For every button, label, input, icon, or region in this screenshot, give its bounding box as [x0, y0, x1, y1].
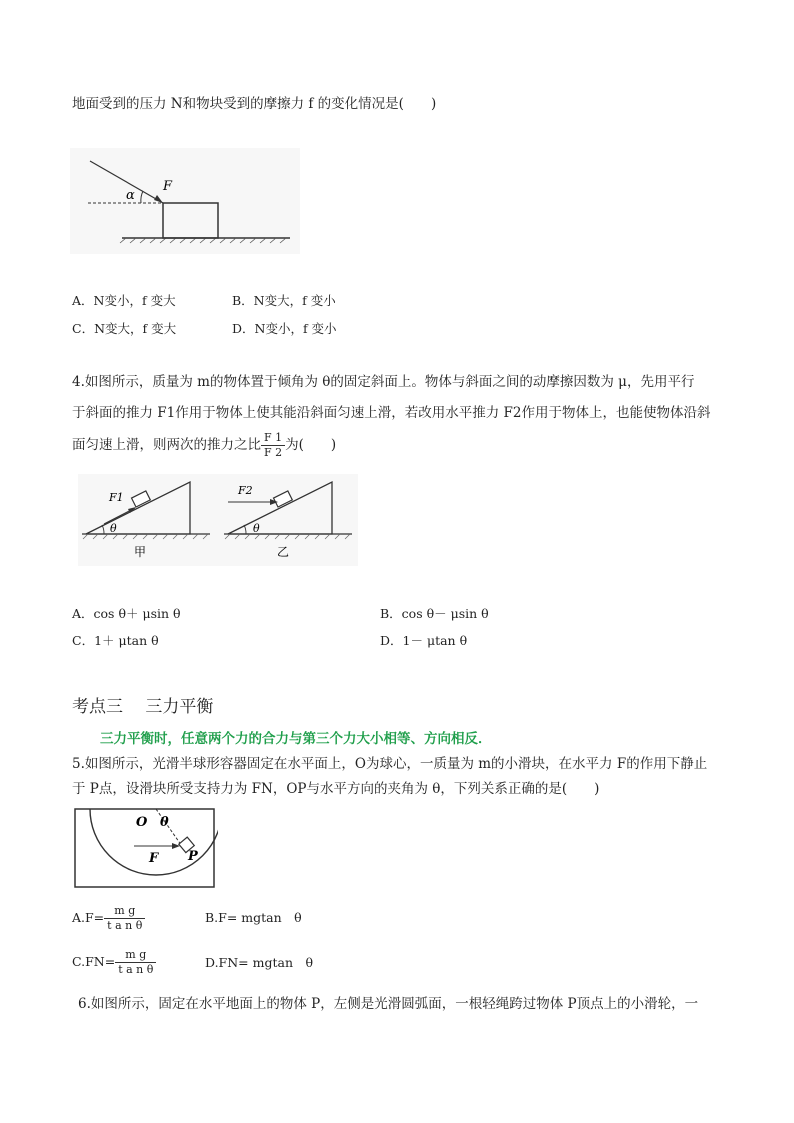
q5-label-f: F — [149, 851, 159, 866]
q4-line-2: 于斜面的推力 F1作用于物体上使其能沿斜面匀速上滑，若改用水平推力 F2作用于物体上，也能使物体沿斜 — [72, 405, 711, 421]
q3-option-a[interactable]: A．N变小，f 变大 — [72, 293, 176, 308]
q4-option-a[interactable]: A．cos θ＋ μsin θ — [72, 606, 181, 621]
q5-label-theta: θ — [160, 815, 169, 830]
q4-option-c[interactable]: C．1＋ μtan θ — [72, 633, 159, 648]
q4-line-3-pre: 面匀速上滑，则两次的推力之比 — [72, 437, 261, 453]
q6-line-1: 6.如图所示，固定在水平地面上的物体 P，左侧是光滑圆弧面，一根轻绳跨过物体 P顶点上的小滑轮，一 — [78, 996, 699, 1012]
q5-line-2: 于 P点，设滑块所受支持力为 FN，OP与水平方向的夹角为 θ，下列关系正确的是( ) — [72, 781, 600, 797]
q5-option-a-den: t a n θ — [107, 919, 143, 932]
q4-right-force: F2 — [238, 484, 253, 497]
q3-stem: 地面受到的压力 N和物块受到的摩擦力 f 的变化情况是( ) — [72, 96, 437, 112]
section-hint: 三力平衡时，任意两个力的合力与第三个力大小相等、方向相反． — [100, 731, 492, 747]
q5-option-a-fraction — [104, 904, 145, 933]
q4-frac-num: F 1 — [261, 431, 285, 446]
q4-line-3 — [72, 428, 336, 462]
q4-figure — [78, 474, 358, 566]
q4-line-3-post: 为( ) — [285, 437, 337, 453]
q5-option-a[interactable] — [72, 902, 145, 934]
q5-label-p: P — [188, 849, 198, 864]
q4-left-caption: 甲 — [134, 545, 147, 559]
q4-line-1: 4.如图所示，质量为 m的物体置于倾角为 θ的固定斜面上。物体与斜面之间的动摩擦因数为 μ，先用平行 — [72, 374, 695, 390]
q5-option-c-num: m g — [115, 948, 156, 963]
q3-option-b[interactable]: B．N变大，f 变小 — [232, 293, 336, 308]
q5-option-c-prefix: C.FN= — [72, 954, 116, 969]
q4-right-caption: 乙 — [277, 545, 290, 559]
q5-label-o: O — [136, 815, 148, 830]
q4-ratio-fraction — [261, 431, 285, 460]
q4-right-angle: θ — [253, 522, 260, 535]
q3-figure — [70, 148, 300, 254]
q5-option-d[interactable]: D.FN= mgtan θ — [205, 955, 314, 970]
q4-frac-den: F 2 — [264, 446, 283, 459]
q5-option-a-num: m g — [104, 904, 145, 919]
q5-option-a-prefix: A.F= — [72, 910, 105, 925]
q3-option-d[interactable]: D．N变小，f 变小 — [232, 321, 337, 336]
q4-left-force: F1 — [109, 491, 124, 504]
q3-alpha-label: α — [126, 188, 135, 203]
q4-option-d[interactable]: D．1－ μtan θ — [380, 633, 468, 648]
q3-option-c[interactable]: C．N变大，f 变大 — [72, 321, 177, 336]
q3-force-label: F — [163, 179, 173, 194]
q4-left-angle: θ — [110, 522, 117, 535]
q5-option-b[interactable]: B.F= mgtan θ — [205, 910, 302, 925]
q5-figure — [72, 806, 218, 890]
q5-option-c-den: t a n θ — [118, 963, 154, 976]
section-title: 考点三 三力平衡 — [72, 697, 214, 717]
q5-option-c[interactable] — [72, 946, 156, 978]
q4-option-b[interactable]: B．cos θ－ μsin θ — [380, 606, 489, 621]
q5-line-1: 5.如图所示，光滑半球形容器固定在水平面上，O为球心，一质量为 m的小滑块，在水平力 F的作用下静止 — [72, 756, 708, 772]
q5-option-c-fraction — [115, 948, 156, 977]
